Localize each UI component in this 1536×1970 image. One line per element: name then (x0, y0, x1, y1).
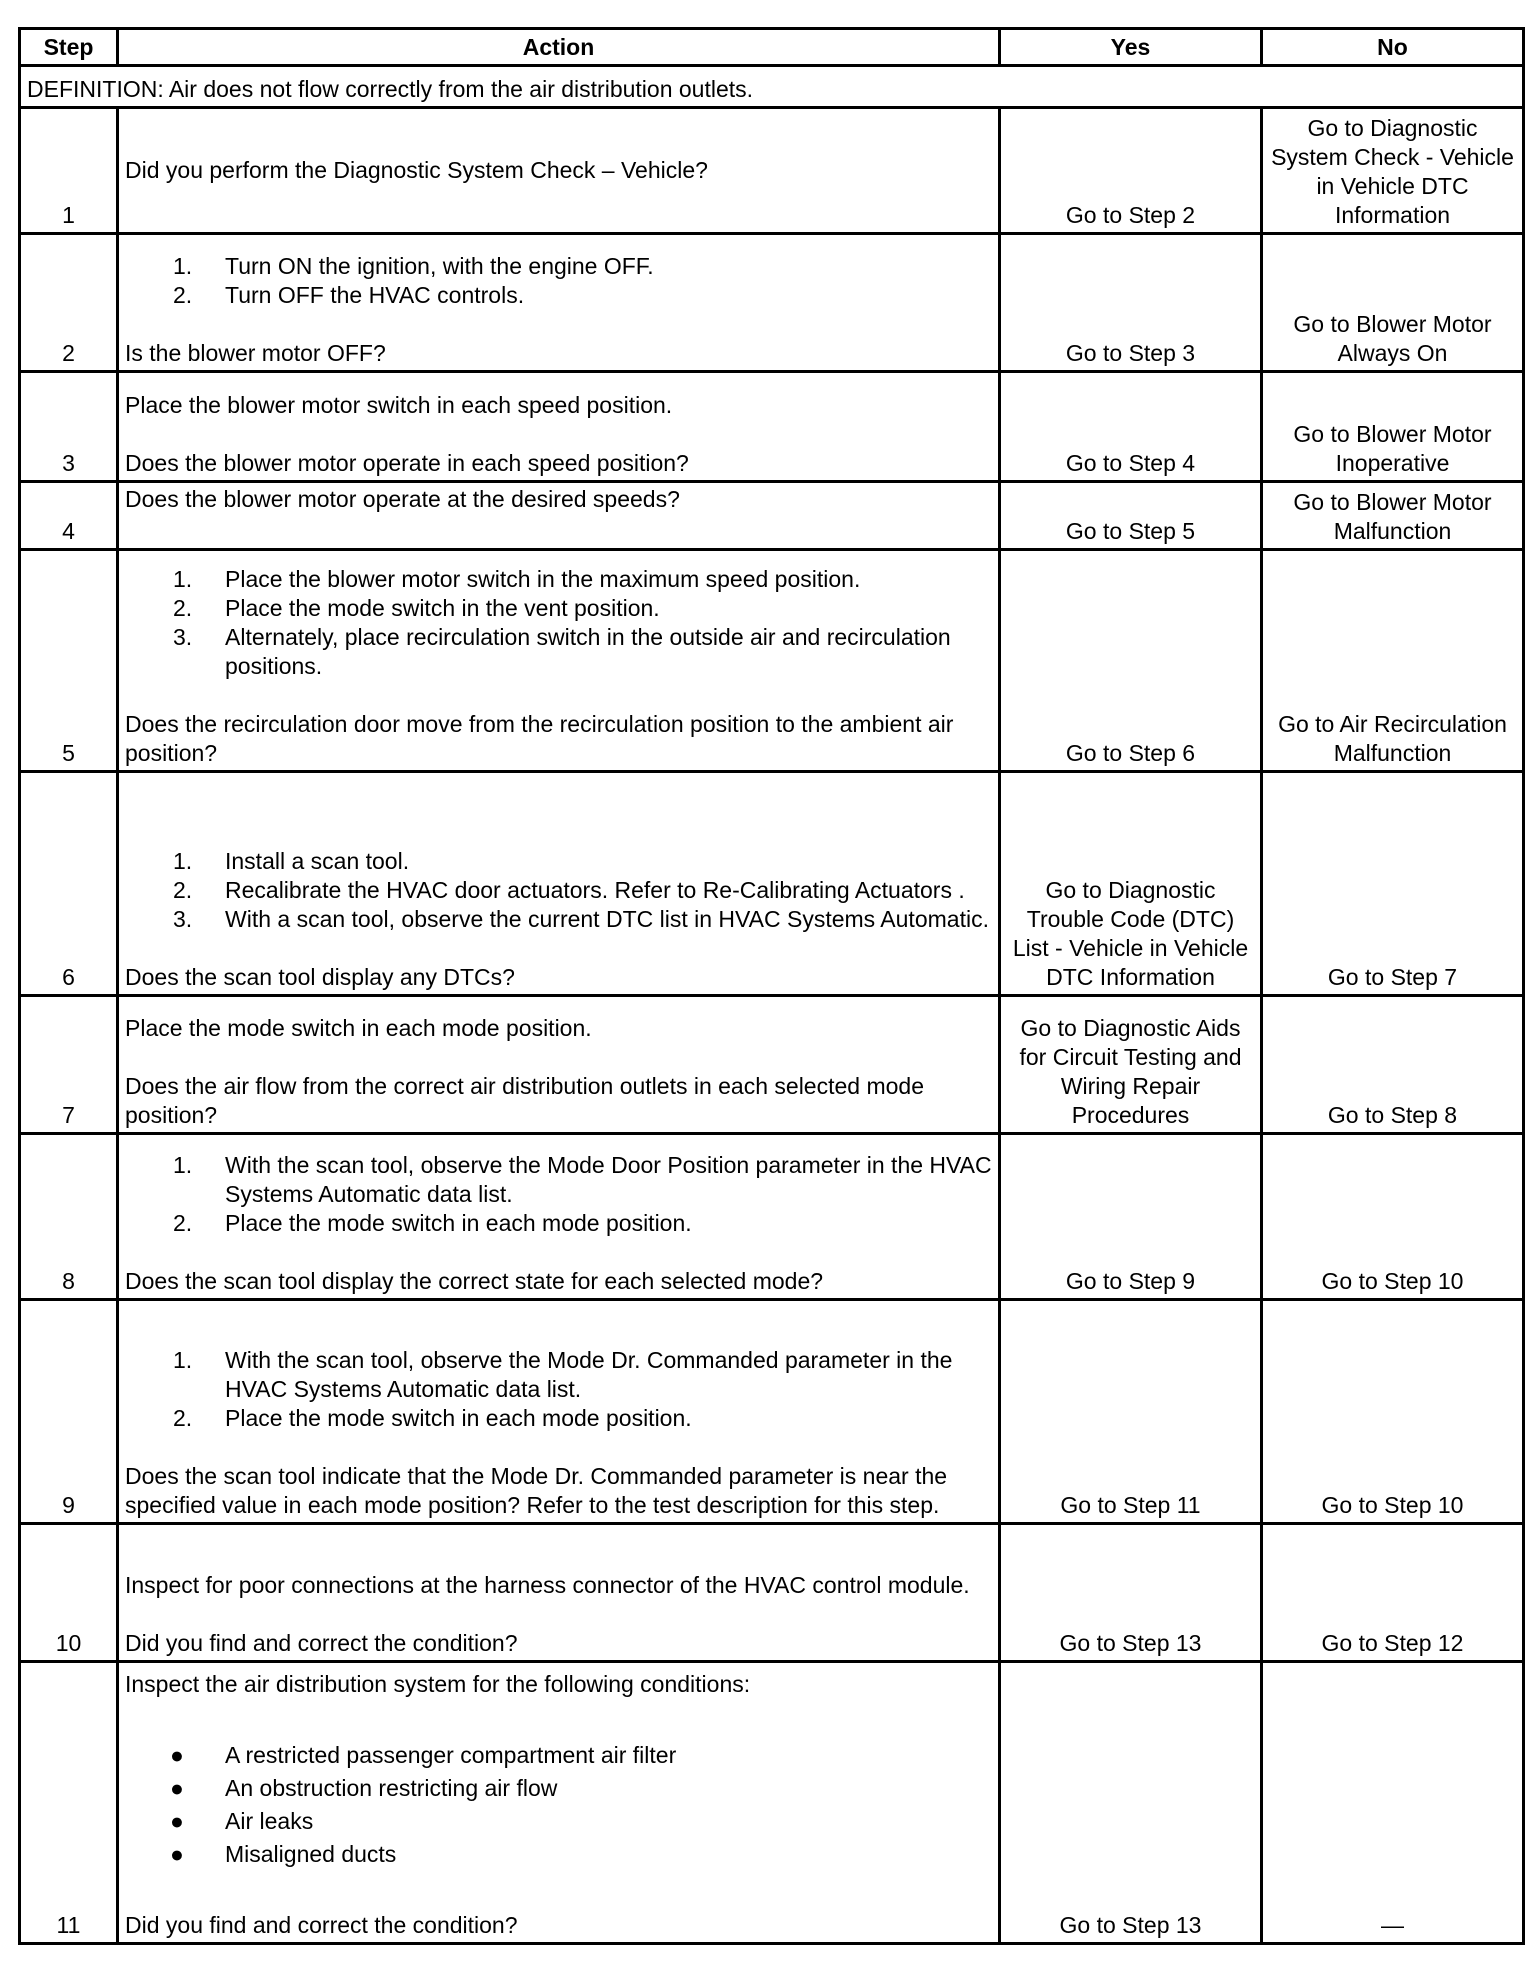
substep-text: Place the blower motor switch in the maximum speed position. (225, 566, 861, 592)
bullet-text: Misaligned ducts (225, 1841, 397, 1867)
table-row (20, 234, 1524, 372)
substep-text: With the scan tool, observe the Mode Dr. Commanded parameter in the HVAC Systems Automatic data list. (225, 1347, 953, 1402)
substep-item (173, 281, 992, 310)
yes-cell: Go to Step 11 (1000, 1300, 1262, 1524)
table-row (20, 1524, 1524, 1662)
no-cell: Go to Air Recirculation Malfunction (1262, 550, 1524, 772)
intro-text: Inspect for poor connections at the harness connector of the HVAC control module. (125, 1572, 970, 1598)
yes-cell: Go to Step 9 (1000, 1134, 1262, 1300)
question-text: Does the recirculation door move from the recirculation position to the ambient air position? (125, 711, 954, 766)
no-cell: Go to Blower Motor Always On (1262, 234, 1524, 372)
table-row (20, 1300, 1524, 1524)
header-no: No (1262, 29, 1524, 66)
no-cell: Go to Step 10 (1262, 1134, 1524, 1300)
substep-number: 3. (173, 624, 193, 650)
header-action: Action (118, 29, 1000, 66)
list-item (170, 1805, 992, 1838)
action-cell (118, 1662, 1000, 1944)
bullet-icon: ● (170, 1808, 184, 1834)
step-number: 11 (20, 1662, 118, 1944)
question-text: Does the scan tool display any DTCs? (125, 964, 515, 990)
action-cell (118, 550, 1000, 772)
substep-text: With a scan tool, observe the current DTC list in HVAC Systems Automatic. (225, 906, 989, 932)
substep-item (173, 1151, 992, 1209)
substep-text: Alternately, place recirculation switch in the outside air and recirculation positions. (225, 624, 951, 679)
action-cell (118, 1134, 1000, 1300)
substep-item (173, 565, 992, 594)
definition-row (20, 66, 1524, 108)
substep-item (173, 1209, 992, 1238)
substep-text: Recalibrate the HVAC door actuators. Refer to Re-Calibrating Actuators . (225, 877, 965, 903)
substep-text: Install a scan tool. (225, 848, 410, 874)
substep-list (125, 252, 992, 310)
substep-item (173, 905, 992, 934)
question-text: Did you perform the Diagnostic System Check – Vehicle? (125, 157, 708, 183)
question-text: Does the air flow from the correct air distribution outlets in each selected mode position? (125, 1073, 924, 1128)
substep-number: 2. (173, 595, 193, 621)
substep-text: Turn OFF the HVAC controls. (225, 282, 525, 308)
substep-number: 1. (173, 1347, 193, 1373)
action-cell (118, 772, 1000, 996)
yes-cell: Go to Step 4 (1000, 372, 1262, 482)
substep-item (173, 594, 992, 623)
table-row (20, 772, 1524, 996)
intro-text: Inspect the air distribution system for the following conditions: (125, 1671, 751, 1697)
table-row (20, 482, 1524, 550)
table-row (20, 1134, 1524, 1300)
header-yes: Yes (1000, 29, 1262, 66)
substep-number: 1. (173, 1152, 193, 1178)
action-cell (118, 234, 1000, 372)
action-cell (118, 372, 1000, 482)
header-step: Step (20, 29, 118, 66)
question-text: Does the blower motor operate in each speed position? (125, 450, 689, 476)
question-text: Is the blower motor OFF? (125, 340, 386, 366)
substep-text: Turn ON the ignition, with the engine OFF. (225, 253, 654, 279)
table-row (20, 996, 1524, 1134)
substep-text: Place the mode switch in each mode position. (225, 1210, 692, 1236)
question-text: Does the scan tool indicate that the Mode Dr. Commanded parameter is near the specified value in each mode position? Refer to the test description for this step. (125, 1463, 948, 1518)
yes-cell: Go to Step 13 (1000, 1524, 1262, 1662)
yes-cell: Go to Step 5 (1000, 482, 1262, 550)
step-number: 1 (20, 108, 118, 234)
action-cell (118, 482, 1000, 550)
no-cell: Go to Diagnostic System Check - Vehicle in Vehicle DTC Information (1262, 108, 1524, 234)
step-number: 2 (20, 234, 118, 372)
action-cell (118, 108, 1000, 234)
substep-item (173, 1404, 992, 1433)
no-cell: Go to Step 8 (1262, 996, 1524, 1134)
intro-text: Place the mode switch in each mode position. (125, 1015, 592, 1041)
step-number: 10 (20, 1524, 118, 1662)
yes-cell: Go to Diagnostic Trouble Code (DTC) List - Vehicle in Vehicle DTC Information (1000, 772, 1262, 996)
table-row (20, 108, 1524, 234)
no-cell: Go to Step 10 (1262, 1300, 1524, 1524)
substep-number: 2. (173, 1405, 193, 1431)
yes-cell: Go to Diagnostic Aids for Circuit Testing and Wiring Repair Procedures (1000, 996, 1262, 1134)
yes-cell: Go to Step 6 (1000, 550, 1262, 772)
bullet-icon: ● (170, 1775, 184, 1801)
step-number: 5 (20, 550, 118, 772)
substep-list (125, 847, 992, 934)
bullet-text: A restricted passenger compartment air filter (225, 1742, 677, 1768)
substep-list (125, 1151, 992, 1238)
no-cell: Go to Blower Motor Inoperative (1262, 372, 1524, 482)
bullet-text: An obstruction restricting air flow (225, 1775, 558, 1801)
list-item (170, 1739, 992, 1772)
step-number: 4 (20, 482, 118, 550)
step-number: 3 (20, 372, 118, 482)
question-text: Does the scan tool display the correct state for each selected mode? (125, 1268, 824, 1294)
table-row (20, 1662, 1524, 1944)
substep-number: 1. (173, 566, 193, 592)
yes-cell: Go to Step 2 (1000, 108, 1262, 234)
no-cell: Go to Step 7 (1262, 772, 1524, 996)
action-cell (118, 1524, 1000, 1662)
action-cell (118, 1300, 1000, 1524)
intro-text: Place the blower motor switch in each speed position. (125, 392, 673, 418)
no-cell: Go to Blower Motor Malfunction (1262, 482, 1524, 550)
substep-number: 2. (173, 877, 193, 903)
substep-text: Place the mode switch in each mode position. (225, 1405, 692, 1431)
table-row (20, 372, 1524, 482)
substep-item (173, 876, 992, 905)
step-number: 8 (20, 1134, 118, 1300)
substep-item (173, 1346, 992, 1404)
bullet-icon: ● (170, 1742, 184, 1768)
step-number: 9 (20, 1300, 118, 1524)
substep-text: With the scan tool, observe the Mode Door Position parameter in the HVAC Systems Automatic data list. (225, 1152, 992, 1207)
no-cell: Go to Step 12 (1262, 1524, 1524, 1662)
action-cell (118, 996, 1000, 1134)
question-text: Did you find and correct the condition? (125, 1912, 518, 1938)
no-cell: — (1262, 1662, 1524, 1944)
list-item (170, 1772, 992, 1805)
substep-number: 1. (173, 848, 193, 874)
substep-number: 2. (173, 1210, 193, 1236)
step-number: 7 (20, 996, 118, 1134)
table-row (20, 550, 1524, 772)
definition-text: DEFINITION: Air does not flow correctly from the air distribution outlets. (20, 66, 1524, 108)
substep-list (125, 565, 992, 681)
substep-number: 2. (173, 282, 193, 308)
substep-item (173, 252, 992, 281)
bullet-icon: ● (170, 1841, 184, 1867)
question-text: Does the blower motor operate at the desired speeds? (125, 486, 680, 512)
substep-item (173, 623, 992, 681)
question-text: Did you find and correct the condition? (125, 1630, 518, 1656)
header-row (20, 29, 1524, 66)
substep-text: Place the mode switch in the vent position. (225, 595, 660, 621)
bullet-text: Air leaks (225, 1808, 314, 1834)
substep-number: 3. (173, 906, 193, 932)
bullet-list (125, 1739, 992, 1871)
substep-item (173, 847, 992, 876)
substep-number: 1. (173, 253, 193, 279)
step-number: 6 (20, 772, 118, 996)
list-item (170, 1838, 992, 1871)
diagnostic-table (18, 27, 1525, 1945)
substep-list (125, 1346, 992, 1433)
yes-cell: Go to Step 3 (1000, 234, 1262, 372)
yes-cell: Go to Step 13 (1000, 1662, 1262, 1944)
